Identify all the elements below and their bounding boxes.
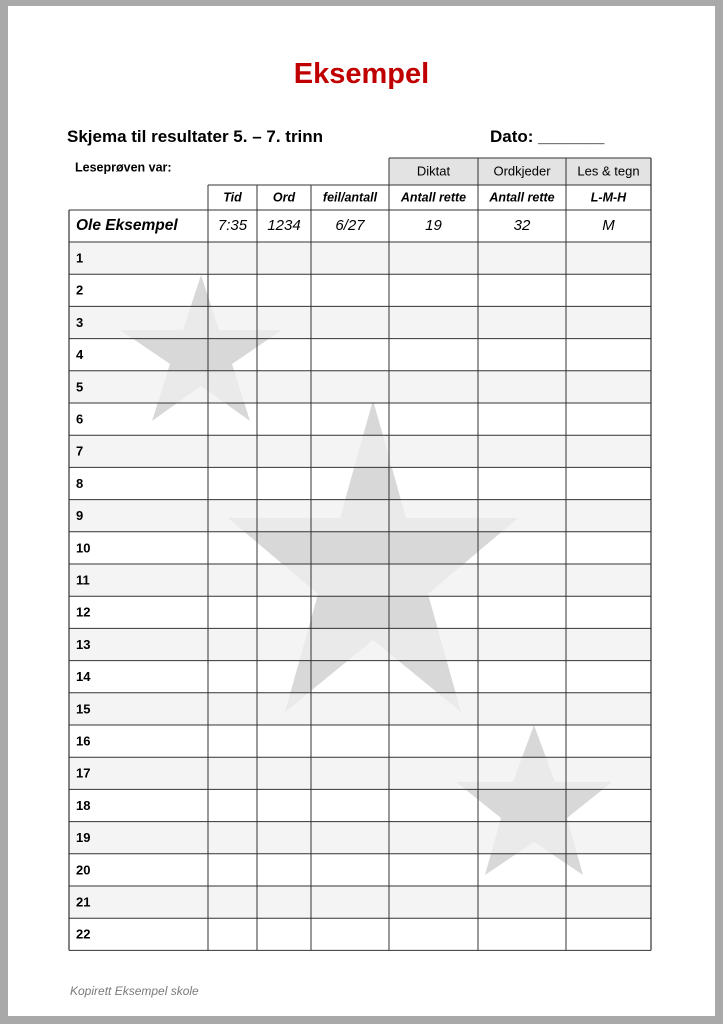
column-header: feil/antall <box>322 190 378 205</box>
row-stripe <box>69 693 651 725</box>
row-stripe <box>69 822 651 854</box>
row-number: 20 <box>76 862 91 878</box>
row-stripe <box>69 306 651 338</box>
row-number: 22 <box>76 926 91 942</box>
row-number: 14 <box>76 669 91 685</box>
row-number: 13 <box>76 636 91 652</box>
example-value: 7:35 <box>217 216 248 234</box>
row-number: 18 <box>76 797 91 813</box>
row-number: 10 <box>76 540 91 556</box>
example-value: M <box>602 216 615 234</box>
row-number: 6 <box>76 411 84 427</box>
form-subtitle: Skjema til resultater 5. – 7. trinn <box>67 127 324 146</box>
row-number: 5 <box>76 379 84 395</box>
row-number: 16 <box>76 733 91 749</box>
row-number: 2 <box>76 282 84 298</box>
row-number: 15 <box>76 701 91 717</box>
copyright-footer: Kopirett Eksempel skole <box>70 984 199 998</box>
example-name: Ole Eksempel <box>76 217 178 235</box>
row-stripe <box>69 628 651 660</box>
page-title: Eksempel <box>293 58 430 90</box>
row-stripe <box>69 886 651 918</box>
example-value: 32 <box>513 216 531 234</box>
test-label: Leseprøven var: <box>75 160 172 175</box>
row-number: 21 <box>76 894 91 910</box>
row-number: 11 <box>76 572 90 588</box>
example-value: 19 <box>425 216 442 234</box>
row-number: 12 <box>76 604 91 620</box>
example-value: 1234 <box>267 216 301 234</box>
row-number: 17 <box>76 765 91 781</box>
row-stripe <box>69 371 651 403</box>
column-header: Antall rette <box>400 190 467 205</box>
group-header: Ordkjeder <box>493 163 551 179</box>
group-header: Diktat <box>416 163 451 179</box>
example-value: 6/27 <box>335 216 365 234</box>
column-header: Ord <box>272 190 296 205</box>
row-stripe <box>69 500 651 532</box>
row-number: 1 <box>76 250 84 266</box>
group-header: Les & tegn <box>577 163 640 179</box>
row-number: 9 <box>76 508 84 524</box>
row-number: 19 <box>76 830 91 846</box>
row-stripe <box>69 435 651 467</box>
column-header: Tid <box>223 190 242 205</box>
row-number: 3 <box>76 314 84 330</box>
date-field[interactable]: Dato: _______ <box>490 127 605 146</box>
row-number: 8 <box>76 475 84 491</box>
row-stripe <box>69 564 651 596</box>
row-stripe <box>69 242 651 274</box>
row-stripe <box>69 757 651 789</box>
column-header: Antall rette <box>489 190 555 205</box>
column-header: L-M-H <box>590 190 627 205</box>
row-number: 7 <box>76 443 84 459</box>
row-number: 4 <box>76 347 84 363</box>
